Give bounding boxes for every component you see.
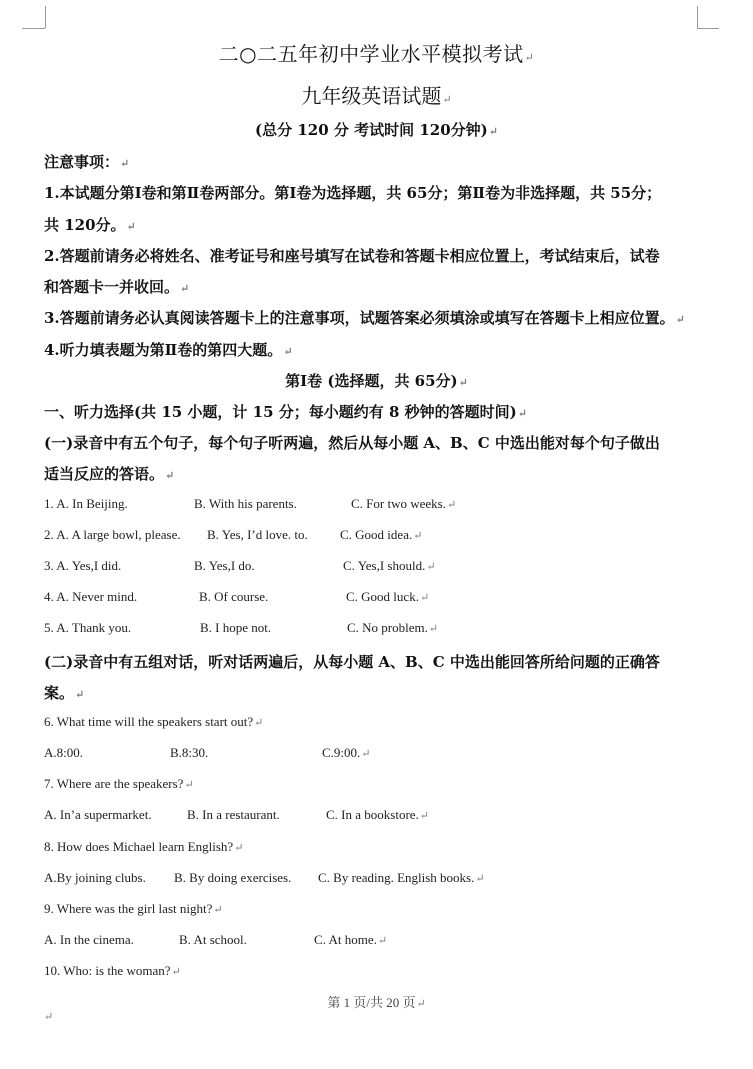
option-b: B. Yes, I’d love. to. [207,527,308,542]
paragraph-mark-icon: ↵ [524,51,535,64]
paragraph-mark-icon: ↵ [413,530,423,542]
paragraph-mark-icon: ↵ [475,873,485,885]
option-a: 5. A. Thank you. [44,620,132,635]
note-line: 共 120分。↵ [44,216,136,234]
crop-mark-top-right [697,6,698,28]
option-b: B.8:30. [170,745,209,760]
page-footer: 第 1 页/共 20 页↵ [327,995,426,1010]
paragraph-mark-icon: ↵ [75,688,85,701]
paragraph-mark-icon: ↵ [254,717,264,729]
paragraph-mark-icon: ↵ [180,282,190,295]
option-a: A. In the cinema. [44,932,134,947]
score-info: (总分 120 分 考试时间 120分钟)↵ [255,121,498,139]
notes-heading: 注意事项：↵ [44,153,130,171]
paragraph-mark-icon: ↵ [184,779,194,791]
option-c: C. In a bookstore.↵ [326,807,430,822]
option-b: B. In a restaurant. [187,807,280,822]
question-text: 8. How does Michael learn English?↵ [44,839,244,854]
note-line: 4.听力填表题为第Ⅱ卷的第四大题。↵ [44,341,293,359]
exam-title: 二○二五年初中学业水平模拟考试↵ [218,42,535,66]
part1-title: 第Ⅰ卷 (选择题，共 65分)↵ [285,372,468,390]
option-c: C. No problem.↵ [347,620,439,635]
note-line: 2.答题前请务必将姓名、准考证号和座号填写在试卷和答题卡相应位置上，考试结束后，试卷 [44,247,660,265]
option-c: C.9:00.↵ [322,745,371,760]
sub1-instruction: 适当反应的答语。↵ [44,465,175,483]
paragraph-mark-icon: ↵ [283,345,293,358]
paragraph-mark-icon: ↵ [488,125,498,138]
option-c: C. By reading. English books.↵ [318,870,485,885]
option-b: B. I hope not. [200,620,272,635]
option-c: C. For two weeks.↵ [351,496,457,511]
paragraph-mark-icon: ↵ [426,561,436,573]
option-a: 3. A. Yes,I did. [44,558,122,573]
paragraph-mark-icon: ↵ [361,748,371,760]
question-text: 9. Where was the girl last night?↵ [44,901,223,916]
sub1-instruction: (一)录音中有五个句子，每个句子听两遍，然后从每小题 A、B、C 中选出能对每个句子做出 [44,434,660,452]
question-text: 7. Where are the speakers?↵ [44,776,194,791]
paragraph-mark-icon: ↵ [419,592,430,604]
note-line: 和答题卡一并收回。↵ [44,278,190,296]
option-c: C. Good idea.↵ [340,527,423,542]
paragraph-mark-icon: ↵ [165,469,175,482]
paragraph-mark-icon: ↵ [213,904,223,916]
note-line: 1.本试题分第Ⅰ卷和第Ⅱ卷两部分。第Ⅰ卷为选择题，共 65分；第Ⅱ卷为非选择题，共 55分； [44,184,662,202]
option-c: C. At home.↵ [314,932,388,947]
option-b: B. Of course. [199,589,269,604]
crop-mark-top-left [45,6,46,28]
question-text: 6. What time will the speakers start out?↵ [44,714,264,729]
paragraph-mark-icon: ↵ [517,407,527,420]
paragraph-mark-icon: ↵ [446,499,457,511]
option-a: A.By joining clubs. [44,870,146,885]
paragraph-mark-icon: ↵ [428,623,439,635]
paragraph-mark-icon: ↵ [416,998,426,1010]
paragraph-mark-icon: ↵ [458,376,468,389]
paragraph-mark-icon: ↵ [44,1010,54,1023]
option-b: B. With his parents. [194,496,297,511]
paragraph-mark-icon: ↵ [377,935,388,947]
exam-subtitle: 九年级英语试题↵ [301,84,452,108]
paragraph-mark-icon: ↵ [675,313,685,326]
option-a: 2. A. A large bowl, please. [44,527,181,542]
option-c: C. Good luck.↵ [346,589,430,604]
section1-title: 一、听力选择(共 15 小题，计 15 分；每小题约有 8 秒钟的答题时间)↵ [44,403,527,421]
option-a: 4. A. Never mind. [44,589,138,604]
sub2-instruction: (二)录音中有五组对话，听对话两遍后，从每小题 A、B、C 中选出能回答所给问题的正确答 [44,653,660,671]
sub2-instruction: 案。↵ [44,684,85,702]
crop-mark-top-left [22,28,45,29]
question-text: 10. Who: is the woman?↵ [44,963,181,978]
option-b: B. Yes,I do. [194,558,255,573]
note-line: 3.答题前请务必认真阅读答题卡上的注意事项，试题答案必须填涂或填写在答题卡上相应位置。↵ [44,309,685,327]
paragraph-mark-icon: ↵ [171,966,181,978]
option-a: 1. A. In Beijing. [44,496,128,511]
crop-mark-top-right [697,28,719,29]
paragraph-mark-icon: ↵ [442,93,452,106]
paragraph-mark-icon: ↵ [234,842,244,854]
option-a: A. In’a supermarket. [44,807,152,822]
option-a: A.8:00. [44,745,83,760]
option-c: C. Yes,I should.↵ [343,558,436,573]
option-b: B. By doing exercises. [174,870,292,885]
paragraph-mark-icon: ↵ [126,220,136,233]
paragraph-mark-icon: ↵ [419,810,430,822]
paragraph-mark-icon: ↵ [120,157,130,170]
option-b: B. At school. [179,932,247,947]
